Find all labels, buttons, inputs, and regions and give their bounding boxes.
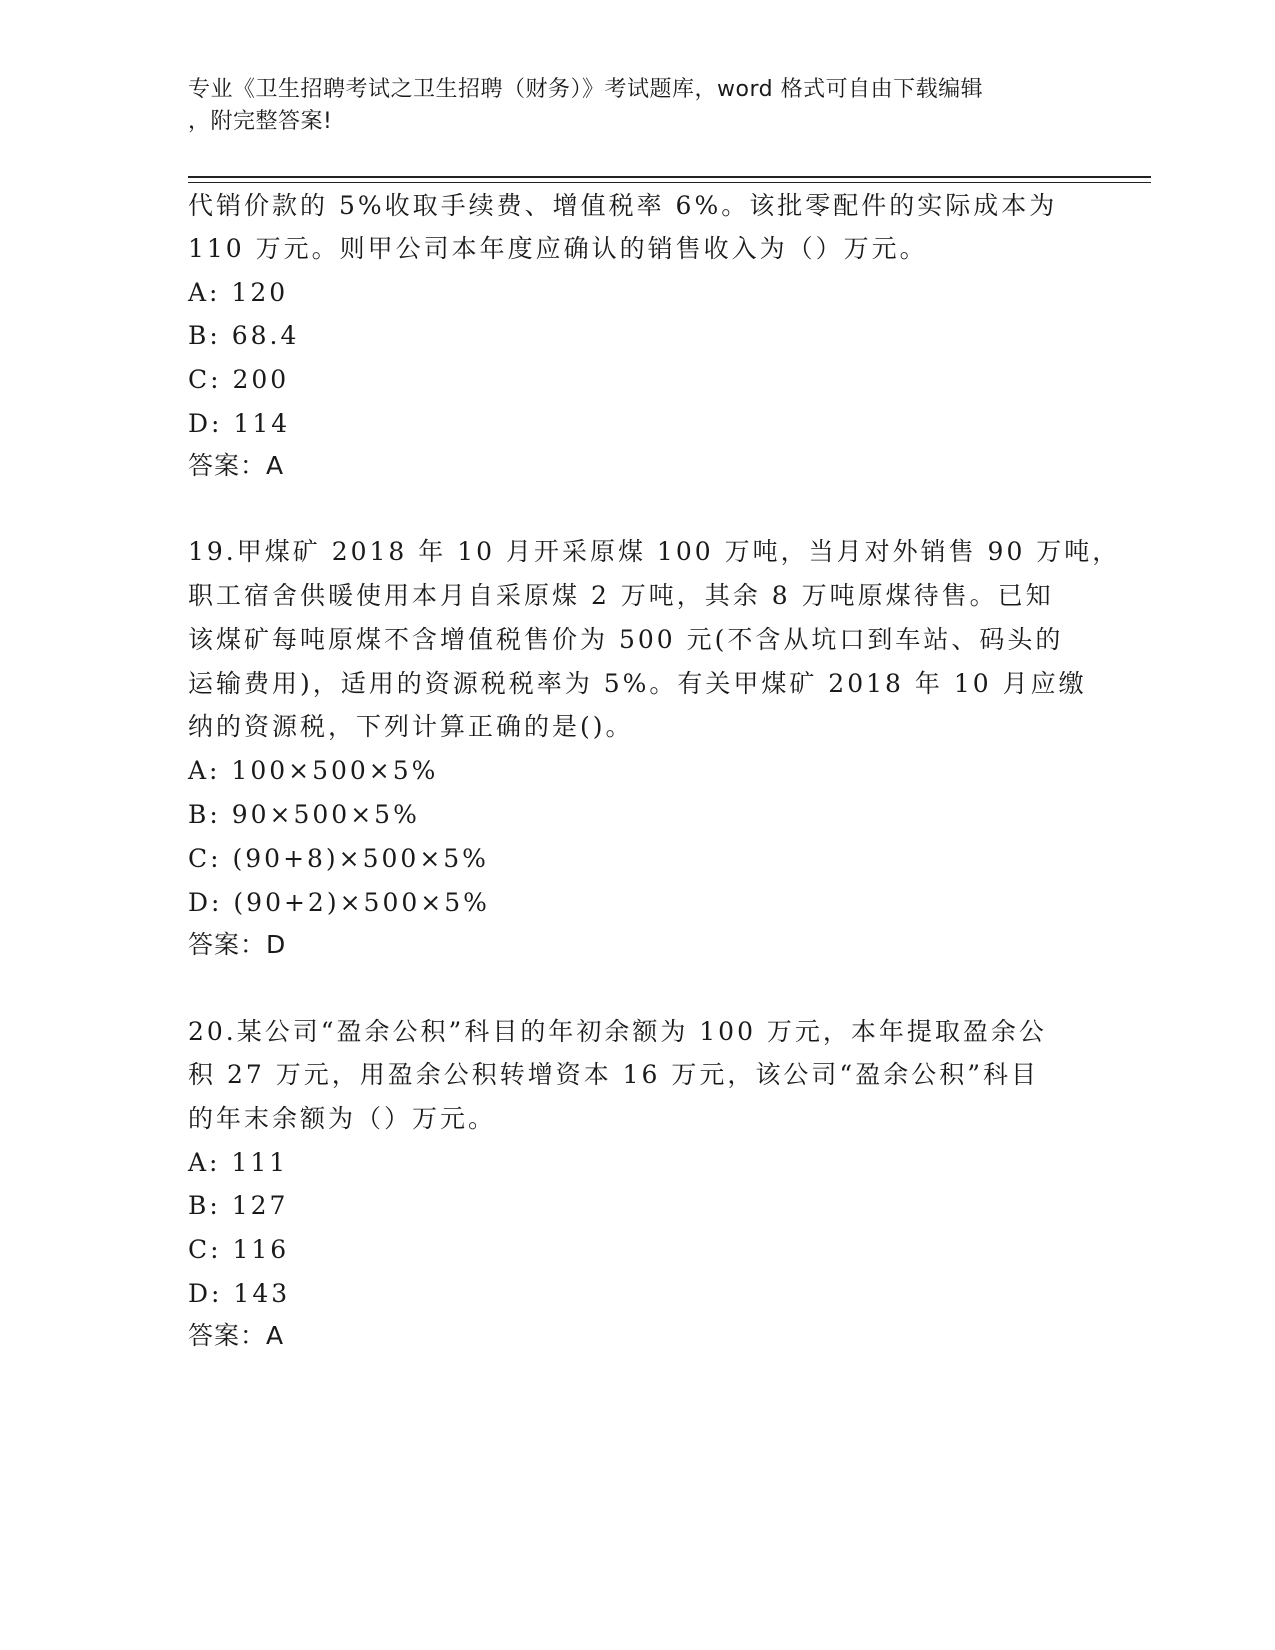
question-20-answer: 答案：A	[188, 1321, 285, 1350]
question-20-text-line-1: 20.某公司“盈余公积”科目的年初余额为 100 万元，本年提取盈余公	[188, 1017, 1047, 1046]
question-19-text-line-5: 纳的资源税，下列计算正确的是()。	[188, 712, 634, 741]
question-18-option-b: B: 68.4	[188, 321, 300, 350]
question-19-option-b: B: 90×500×5%	[188, 800, 420, 829]
question-18-answer: 答案：A	[188, 451, 285, 480]
question-19-option-a: A: 100×500×5%	[188, 756, 439, 785]
header-rule-thin	[188, 182, 1151, 183]
question-19-text-line-4: 运输费用)，适用的资源税税率为 5%。有关甲煤矿 2018 年 10 月应缴	[188, 669, 1087, 698]
question-19-text-line-2: 职工宿舍供暖使用本月自采原煤 2 万吨，其余 8 万吨原煤待售。已知	[188, 581, 1054, 610]
question-18-option-c: C: 200	[188, 365, 290, 394]
question-18-option-a: A: 120	[188, 278, 289, 307]
question-18-text-line-2: 110 万元。则甲公司本年度应确认的销售收入为（）万元。	[188, 234, 928, 263]
document-header	[188, 74, 1068, 138]
question-19-text-line-1: 19.甲煤矿 2018 年 10 月开采原煤 100 万吨，当月对外销售 90 万吨，	[188, 537, 1121, 566]
header-line-1: 专业《卫生招聘考试之卫生招聘（财务）》考试题库，word 格式可自由下载编辑	[188, 77, 984, 102]
question-20-option-d: D: 143	[188, 1279, 291, 1308]
question-20-option-b: B: 127	[188, 1191, 289, 1220]
question-20-text-line-3: 的年末余额为（）万元。	[188, 1104, 497, 1133]
question-20-option-c: C: 116	[188, 1235, 290, 1264]
header-rule-thick	[188, 176, 1151, 178]
question-20-option-a: A: 111	[188, 1148, 289, 1177]
question-19-text-line-3: 该煤矿每吨原煤不含增值税售价为 500 元(不含从坑口到车站、码头的	[188, 625, 1064, 654]
question-20-text-line-2: 积 27 万元，用盈余公积转增资本 16 万元，该公司“盈余公积”科目	[188, 1060, 1039, 1089]
header-line-2: ，附完整答案!	[188, 109, 333, 134]
question-18-text-line-1: 代销价款的 5%收取手续费、增值税率 6%。该批零配件的实际成本为	[188, 191, 1058, 220]
question-18-option-d: D: 114	[188, 409, 291, 438]
question-19-answer: 答案：D	[188, 930, 287, 959]
question-19-option-d: D: (90+2)×500×5%	[188, 888, 490, 917]
question-19-option-c: C: (90+8)×500×5%	[188, 844, 489, 873]
